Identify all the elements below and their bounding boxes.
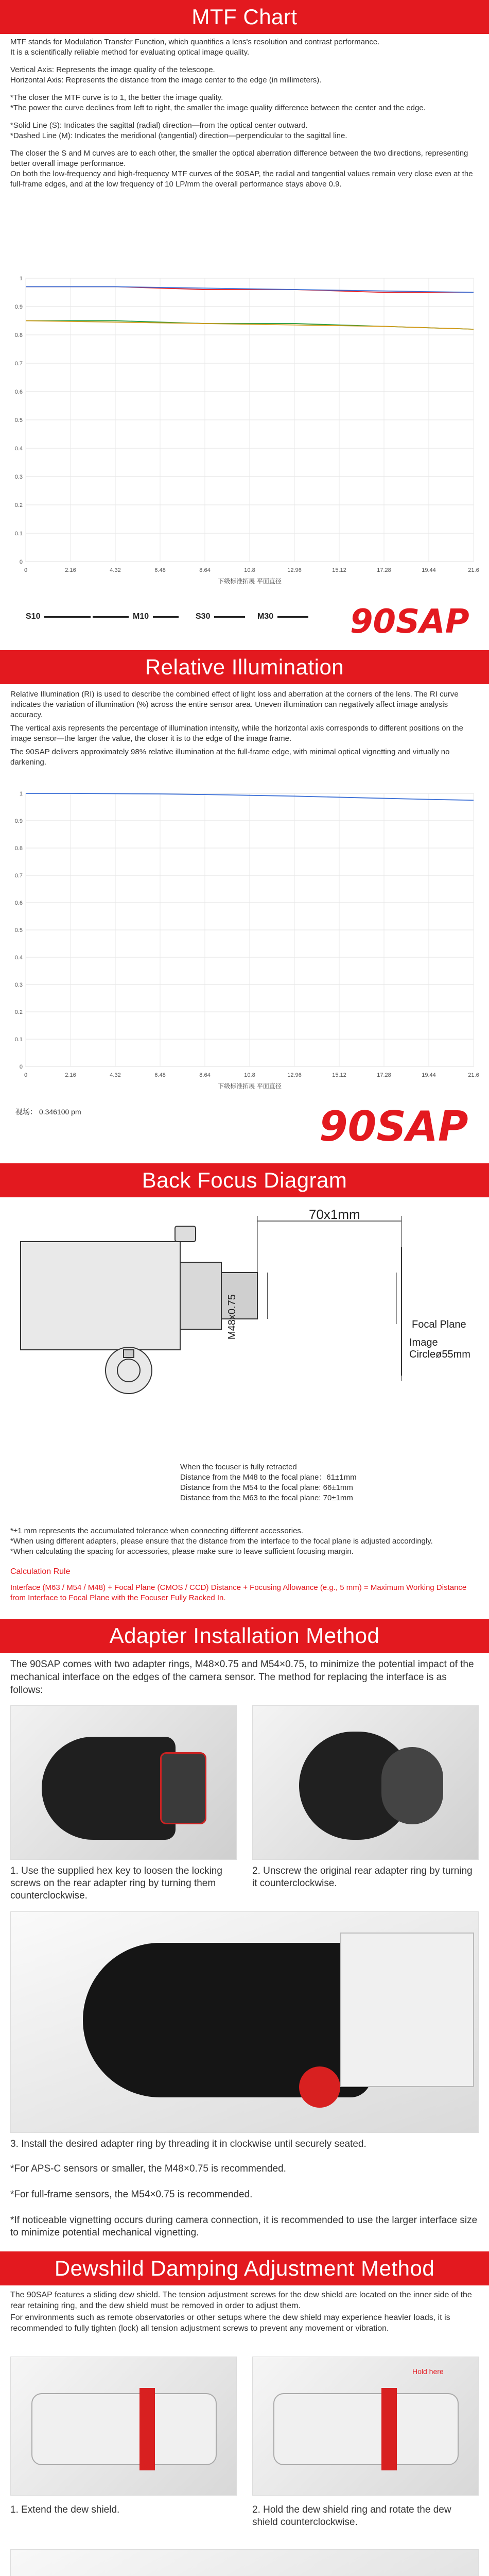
y-tick-label: 0.2 [14,1009,23,1015]
retract-line-2: Distance from the M54 to the focal plane: 66±1mm [180,1483,353,1492]
illum-title: Relative Illumination [145,655,344,679]
illum-text [10,689,479,775]
mtf-axes-note [10,65,479,86]
x-tick-label: 10.8 [244,567,255,573]
x-tick-label: 8.64 [199,1072,211,1078]
y-tick-label: 0.8 [14,845,23,852]
mtf-closeness-note [10,93,479,113]
y-tick-label: 0.7 [14,361,23,367]
dew-step1: 1. Extend the dew shield. [10,2504,120,2515]
x-axis-label: 下级标准拓展 平面直径 [218,1082,282,1090]
brand-logo-illum: 90SAP [319,1103,468,1150]
x-tick-label: 15.12 [332,567,346,573]
dew-photo-1-band [139,2388,155,2470]
adapter-note2: *For full-frame sensors, the M54×0.75 is recommended. [10,2189,253,2200]
x-tick-label: 4.32 [110,567,121,573]
dewshield-banner [0,2251,489,2285]
y-tick-label: 0.2 [14,502,23,509]
adapter-title: Adapter Installation Method [109,1623,380,1648]
legend-m10-line [93,616,129,618]
mtf-line-2: *Dashed Line (M): Indicates the meridional (tangential) direction—perpendicular to the sagittal line. [10,131,347,140]
legend-s10-label: S10 [26,612,41,621]
dew-photo-1-tube [31,2393,217,2465]
y-tick-label: 0.9 [14,818,23,824]
image-circle-label: Image Circleø55mm [409,1337,470,1360]
y-tick-label: 0.6 [14,389,23,395]
dew-intro-1: For environments such as remote observatories or other setups where the dew shield may experience heavier loads, it is recommended to fully tighten (lock) all tension adjustment screws to prevent any movement or vibration. [10,2313,450,2333]
mtf-axes-1: Vertical Axis: Represents the image quality of the telescope. [10,65,215,74]
dim-top-label: 70x1mm [309,1207,360,1222]
legend-m10 [93,612,179,621]
y-tick-label: 0.3 [14,474,23,480]
adapter-intro: The 90SAP comes with two adapter rings, M48×0.75 and M54×0.75, to minimize the potential impact of the mechanical interface on the edges of the camera sensor. The method for replacing the interface is as follows: [10,1659,474,1696]
backfocus-banner [0,1163,489,1197]
x-tick-label: 2.16 [65,1072,76,1078]
illum-banner [0,650,489,684]
backfocus-title: Back Focus Diagram [142,1168,347,1192]
legend-m10-label: M10 [133,612,149,621]
y-tick-label: 0.1 [14,531,23,537]
knob-stem [124,1350,134,1358]
lock-knob [175,1226,196,1242]
legend-s30-label: S30 [196,612,211,621]
hold-here-label: Hold here [412,2367,444,2376]
mtf-closeness-2: *The power the curve declines from left to right, the smaller the image quality difference between the center and the edge. [10,104,426,112]
adapter-photo-3 [10,1911,479,2133]
telescope-drawing [21,1226,257,1394]
mtf-conclusion-1: The closer the S and M curves are to each other, the smaller the optical aberration difference between the two directions, representing better overall image performance. [10,149,468,168]
y-tick-label: 0.5 [14,927,23,934]
mtf-conclusion [10,148,479,190]
retract-line-3: Distance from the M63 to the focal plane: 70±1mm [180,1494,353,1502]
y-tick-label: 0.3 [14,982,23,988]
adapter-step1: 1. Use the supplied hex key to loosen the locking screws on the rear adapter ring by turning them counterclockwise. [10,1866,222,1901]
adapter-step3: 3. Install the desired adapter ring by threading it in clockwise until securely seated. [10,2139,366,2149]
adapter-banner [0,1619,489,1653]
x-tick-label: 12.96 [287,1072,302,1078]
adapter-note3: *If noticeable vignetting occurs during camera connection, it is recommended to use the larger interface size to minimize potential mechanical vignetting. [10,2215,478,2238]
calc-text: Interface (M63 / M54 / M48) + Focal Plane (CMOS / CCD) Distance + Focusing Allowance (e.g., 5 mm) = Maximum Working Distance from Interface to Focal Plane with the Focuser Fully Racked In. [10,1583,467,1602]
legend-s10-line [44,616,91,618]
x-tick-label: 21.6 [468,567,479,573]
adapter-photo-2 [252,1705,479,1860]
y-tick-label: 0.6 [14,900,23,906]
focuser-drawtube [180,1262,221,1329]
y-tick-label: 0 [19,1064,23,1070]
legend-s30 [196,612,245,621]
bf-note-0: *±1 mm represents the accumulated tolerance when connecting different accessories. [10,1527,304,1535]
mtf-banner [0,0,489,34]
x-tick-label: 6.48 [154,1072,166,1078]
x-tick-label: 0 [24,567,28,573]
x-tick-label: 0 [24,1072,28,1078]
legend-m30 [257,612,308,621]
y-tick-label: 0.5 [14,417,23,423]
mtf-line-1: *Solid Line (S): Indicates the sagittal (radial) direction—from the optical center outward. [10,121,308,130]
y-tick-label: 0 [19,559,23,565]
x-tick-label: 12.96 [287,567,302,573]
x-tick-label: 17.28 [377,567,391,573]
brand-logo-mtf: 90SAP [350,603,469,641]
legend-m10-line2 [153,616,179,618]
legend-m30-label: M30 [257,612,274,621]
x-tick-label: 15.12 [332,1072,346,1078]
dewshield-intro [10,2290,479,2341]
dew-photo-2-band [381,2388,397,2470]
bf-note-2: *When calculating the spacing for accessories, please make sure to leave sufficient focusing margin. [10,1547,354,1556]
y-tick-label: 0.1 [14,1037,23,1043]
y-tick-label: 0.8 [14,332,23,338]
adapter-photo-3-knob [299,2066,340,2108]
x-tick-label: 10.8 [244,1072,255,1078]
mtf-intro [10,37,479,58]
dew-photo-2 [252,2357,479,2496]
adapter-photo-3-tube [340,1933,474,2087]
mtf-intro-2: It is a scientifically reliable method for evaluating optical image quality. [10,48,250,57]
retract-block [180,1462,357,1503]
legend-s30-line [214,616,245,618]
x-tick-label: 21.6 [468,1072,479,1078]
y-tick-label: 0.4 [14,955,23,961]
calc-title: Calculation Rule [10,1567,71,1576]
illum-p1: Relative Illumination (RI) is used to describe the combined effect of light loss and aberration at the corners of the lens. The RI curve indicates the variation of illumination (%) across the entire sensor area. Uneven illumination can negatively affect image analysis accuracy. [10,690,459,719]
dew-step2: 2. Hold the dew shield ring and rotate the dew shield counterclockwise. [252,2504,451,2528]
illum-p3: The 90SAP delivers approximately 98% relative illumination at the full-frame edge, with minimal optical vignetting and virtually no darkening. [10,748,450,767]
backfocus-notes [10,1526,479,1557]
x-axis-label: 下级标准拓展 平面直径 [218,578,282,585]
y-tick-label: 0.7 [14,873,23,879]
x-tick-label: 19.44 [422,1072,436,1078]
dew-photo-3 [10,2549,479,2576]
mtf-text [10,37,479,197]
illum-chart [5,783,484,1103]
illum-p2: The vertical axis represents the percentage of illumination intensity, while the horizontal axis corresponds to different positions on the image sensor—the larger the value, the closer it is to the edge of the image frame. [10,724,463,743]
dewshield-title: Dewshild Damping Adjustment Method [54,2256,435,2280]
x-tick-label: 19.44 [422,567,436,573]
legend-m30-line [277,616,308,618]
dim-side-label: M48x0.75 [226,1294,238,1340]
y-tick-label: 1 [19,791,23,797]
x-tick-label: 4.32 [110,1072,121,1078]
adapter-step2: 2. Unscrew the original rear adapter ring by turning it counterclockwise. [252,1866,473,1889]
illum-footnote: 视场： 0.346100 pm [15,1108,81,1116]
bf-note-1: *When using different adapters, please ensure that the distance from the interface to the focal plane is adjusted accordingly. [10,1537,433,1546]
mtf-axes-2: Horizontal Axis: Represents the distance from the image center to the edge (in millimeters). [10,76,322,84]
y-tick-label: 0.4 [14,446,23,452]
y-tick-label: 0.9 [14,304,23,310]
adapter-photo-1-body [42,1737,176,1840]
x-tick-label: 8.64 [199,567,211,573]
y-tick-label: 1 [19,276,23,282]
mtf-chart [5,268,484,598]
dew-photo-2-tube [273,2393,459,2465]
legend-s10 [26,612,91,621]
adapter-photo-1-ring [160,1752,206,1824]
mtf-title: MTF Chart [191,5,298,29]
retract-line-0: When the focuser is fully retracted [180,1463,297,1471]
retract-line-1: Distance from the M48 to the focal plane：61±1mm [180,1473,357,1482]
tube-body [21,1242,180,1350]
x-tick-label: 2.16 [65,567,76,573]
mtf-line-note [10,121,479,141]
adapter-photo-1 [10,1705,237,1860]
x-tick-label: 6.48 [154,567,166,573]
x-tick-label: 17.28 [377,1072,391,1078]
mtf-conclusion-2: On both the low-frequency and high-frequency MTF curves of the 90SAP, the radial and tangential values remain very close even at the full-frame edges, and at the low frequency of 10 LP/mm the overall performance stays above 0.9. [10,170,473,189]
mtf-intro-1: MTF stands for Modulation Transfer Function, which quantifies a lens's resolution and contrast performance. [10,38,380,46]
adapter-note1: *For APS-C sensors or smaller, the M48×0.75 is recommended. [10,2163,286,2174]
adapter-photo-2-ring [381,1747,443,1824]
mtf-closeness-1: *The closer the MTF curve is to 1, the better the image quality. [10,93,223,102]
focal-plane-label: Focal Plane [412,1319,466,1330]
dew-intro-0: The 90SAP features a sliding dew shield. The tension adjustment screws for the dew shield are located on the inner side of the rear retaining ring, and the dew shield must be removed in order to adjust them. [10,2291,472,2310]
dew-photo-1 [10,2357,237,2496]
